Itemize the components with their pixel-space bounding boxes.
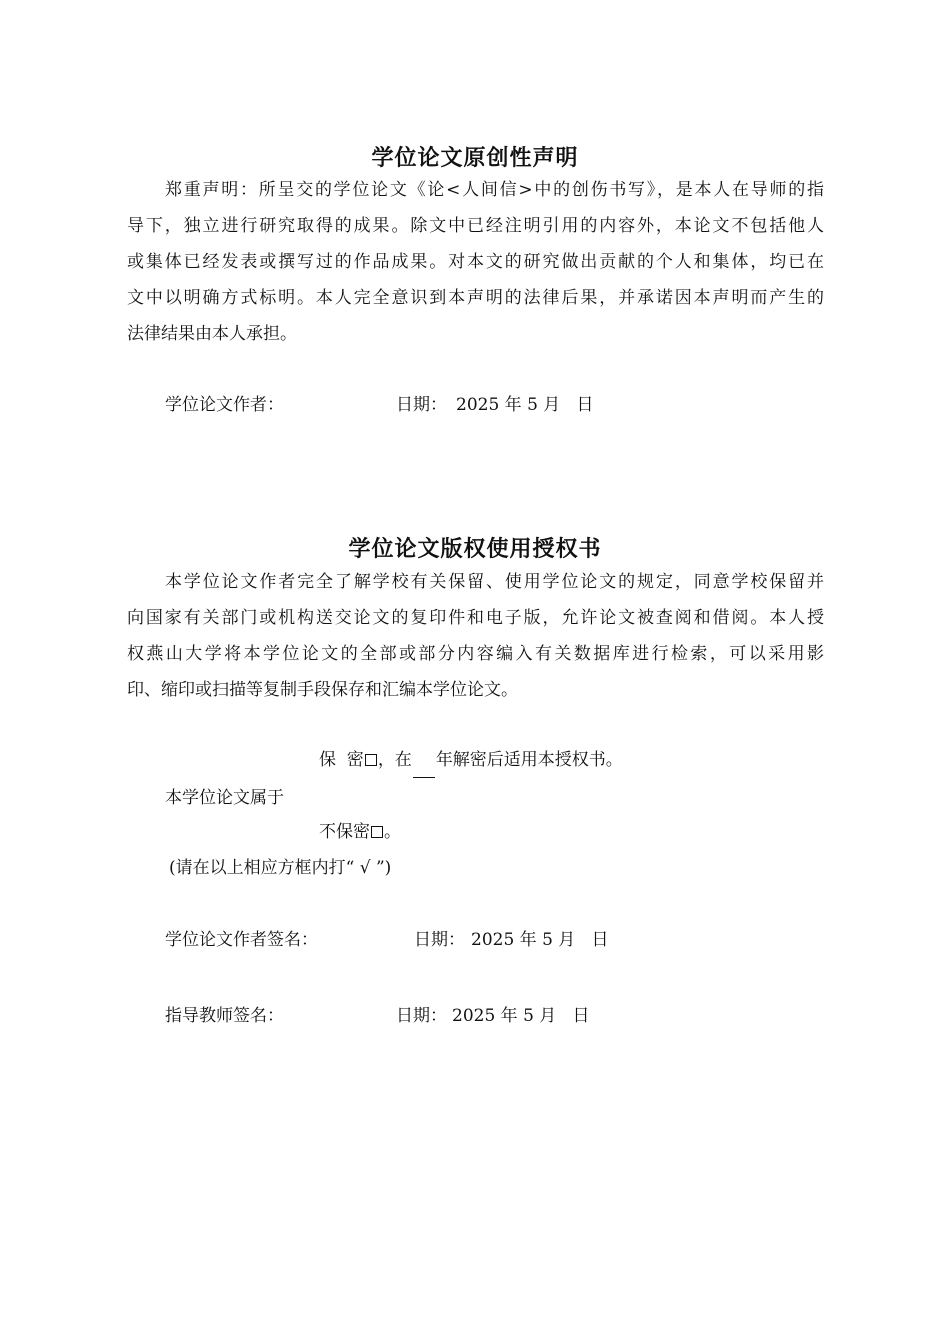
non-secret-option-label: 不保密 (319, 822, 370, 842)
secret-option-label: 保 密 (319, 750, 364, 770)
secret-checkbox[interactable] (365, 754, 377, 766)
paragraph-line: 郑重声明：所呈交的学位论文《论<人间信>中的创伤书写》，是本人在导师的指 (165, 180, 824, 200)
secret-option-mid: ，在 (377, 750, 412, 770)
date-value: 2025 年 5 月 日 (456, 395, 594, 415)
declaration-title: 学位论文原创性声明 (371, 146, 579, 171)
date-value: 2025 年 5 月 日 (452, 1006, 590, 1026)
non-secret-option-row (319, 814, 401, 850)
secret-option-suffix: 年解密后适用本授权书。 (435, 750, 623, 770)
paragraph-line: 向国家有关部门或机构送交论文的复印件和电子版，允许论文被查阅和借阅。本人授 (127, 608, 824, 628)
date-label: 日期： (414, 930, 465, 950)
paragraph-line: 文中以明确方式标明。本人完全意识到本声明的法律后果，并承诺因本声明而产生的 (127, 288, 824, 308)
checkmark-instruction: (请在以上相应方框内打“ √ ”) (169, 858, 392, 878)
non-secret-suffix: 。 (384, 822, 401, 842)
belongs-label: 本学位论文属于 (165, 788, 284, 808)
paragraph-line: 导下，独立进行研究取得的成果。除文中已经注明引用的内容外，本论文不包括他人 (127, 216, 824, 236)
non-secret-checkbox[interactable] (371, 826, 383, 838)
authorization-paragraph (127, 564, 824, 708)
paragraph-line: 或集体已经发表或撰写过的作品成果。对本文的研究做出贡献的个人和集体，均已在 (127, 252, 824, 272)
paragraph-line: 印、缩印或扫描等复制手段保存和汇编本学位论文。 (127, 680, 518, 700)
authorization-title: 学位论文版权使用授权书 (348, 537, 602, 562)
paragraph-line: 本学位论文作者完全了解学校有关保留、使用学位论文的规定，同意学校保留并 (165, 572, 824, 592)
date-value: 2025 年 5 月 日 (471, 930, 609, 950)
author-signature-label: 学位论文作者签名： (165, 930, 318, 950)
secret-option-row (319, 742, 623, 778)
date-label: 日期： (396, 1006, 447, 1026)
years-blank[interactable] (413, 760, 435, 778)
paragraph-line: 法律结果由本人承担。 (127, 324, 297, 344)
date-label: 日期： (396, 395, 447, 415)
author-signature-label: 学位论文作者： (165, 395, 284, 415)
paragraph-line: 权燕山大学将本学位论文的全部或部分内容编入有关数据库进行检索，可以采用影 (127, 644, 824, 664)
declaration-paragraph (127, 172, 824, 352)
advisor-signature-label: 指导教师签名： (165, 1006, 284, 1026)
